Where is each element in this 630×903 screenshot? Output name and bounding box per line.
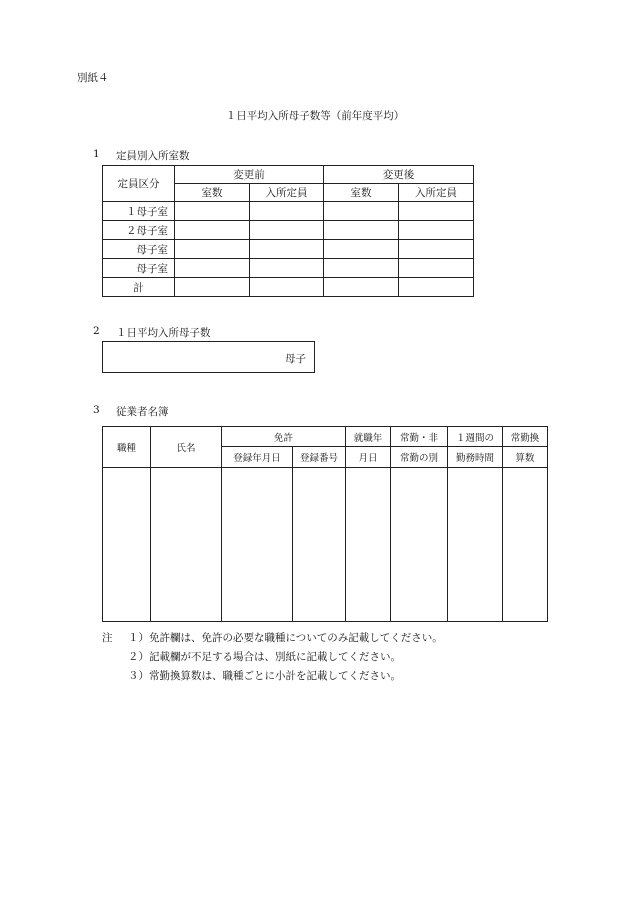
input-cell[interactable] xyxy=(324,221,399,240)
header-after-capacity: 入所定員 xyxy=(399,184,474,202)
section1-heading: 定員別入所室数 xyxy=(116,150,190,162)
note-item: ３）常勤換算数は、職種ごとに小計を記載してください。 xyxy=(128,670,401,682)
input-cell[interactable] xyxy=(399,202,474,221)
row-label-total: 計 xyxy=(103,278,175,297)
header-fulltime-2: 常勤の別 xyxy=(391,447,448,468)
input-cell[interactable] xyxy=(293,468,346,622)
input-cell[interactable] xyxy=(175,202,250,221)
input-cell[interactable] xyxy=(175,240,250,259)
header-capacity-category: 定員区分 xyxy=(103,166,175,202)
row-label: １母子室 xyxy=(103,202,175,221)
header-weekly-hours-2: 勤務時間 xyxy=(448,447,503,468)
input-cell[interactable] xyxy=(324,202,399,221)
input-cell[interactable] xyxy=(324,259,399,278)
input-cell[interactable] xyxy=(250,278,324,297)
input-cell[interactable] xyxy=(324,278,399,297)
section3-number: 3 xyxy=(93,404,100,416)
notes-label: 注 xyxy=(102,632,113,644)
input-cell[interactable] xyxy=(346,468,391,622)
section3-heading: 従業者名簿 xyxy=(116,406,169,418)
header-name: 氏名 xyxy=(151,427,222,468)
input-cell[interactable] xyxy=(175,221,250,240)
table-row-total xyxy=(103,278,474,297)
note-item: ２）記載欄が不足する場合は、別紙に記載してください。 xyxy=(128,651,401,663)
header-weekly-hours-1: １週間の xyxy=(448,427,503,447)
table-row xyxy=(103,468,548,622)
header-before-change: 変更前 xyxy=(175,166,324,184)
capacity-rooms-table xyxy=(102,165,474,297)
input-cell[interactable] xyxy=(175,259,250,278)
row-label: 母子室 xyxy=(103,240,175,259)
header-before-rooms: 室数 xyxy=(175,184,250,202)
header-job: 職種 xyxy=(103,427,151,468)
unit-label: 母子 xyxy=(285,353,306,365)
header-before-capacity: 入所定員 xyxy=(250,184,324,202)
input-cell[interactable] xyxy=(250,259,324,278)
header-hire-date-1: 就職年 xyxy=(346,427,391,447)
average-residents-box[interactable] xyxy=(102,341,315,373)
table-row xyxy=(103,202,474,221)
header-hire-date-2: 月日 xyxy=(346,447,391,468)
section1-number: 1 xyxy=(93,148,100,160)
header-fte-2: 算数 xyxy=(503,447,548,468)
input-cell[interactable] xyxy=(103,468,151,622)
input-cell[interactable] xyxy=(151,468,222,622)
attachment-label: 別紙４ xyxy=(77,72,109,84)
row-label: ２母子室 xyxy=(103,221,175,240)
table-row xyxy=(103,221,474,240)
header-license-number: 登録番号 xyxy=(293,447,346,468)
input-cell[interactable] xyxy=(399,259,474,278)
input-cell[interactable] xyxy=(250,221,324,240)
input-cell[interactable] xyxy=(175,278,250,297)
header-license-date: 登録年月日 xyxy=(222,447,293,468)
input-cell[interactable] xyxy=(399,278,474,297)
input-cell[interactable] xyxy=(391,468,448,622)
header-after-change: 変更後 xyxy=(324,166,474,184)
input-cell[interactable] xyxy=(399,221,474,240)
note-item: １）免許欄は、免許の必要な職種についてのみ記載してください。 xyxy=(128,632,443,644)
input-cell[interactable] xyxy=(324,240,399,259)
input-cell[interactable] xyxy=(250,240,324,259)
input-cell[interactable] xyxy=(399,240,474,259)
input-cell[interactable] xyxy=(448,468,503,622)
header-fte-1: 常勤換 xyxy=(503,427,548,447)
section2-number: 2 xyxy=(93,325,100,337)
input-cell[interactable] xyxy=(503,468,548,622)
header-fulltime-1: 常勤・非 xyxy=(391,427,448,447)
header-license: 免許 xyxy=(222,427,346,447)
row-label: 母子室 xyxy=(103,259,175,278)
input-cell[interactable] xyxy=(222,468,293,622)
input-cell[interactable] xyxy=(250,202,324,221)
document-title: １日平均入所母子数等（前年度平均） xyxy=(225,110,405,122)
table-row xyxy=(103,259,474,278)
table-row xyxy=(103,240,474,259)
header-after-rooms: 室数 xyxy=(324,184,399,202)
section2-heading: １日平均入所母子数 xyxy=(116,327,211,339)
staff-roster-table xyxy=(102,426,548,622)
